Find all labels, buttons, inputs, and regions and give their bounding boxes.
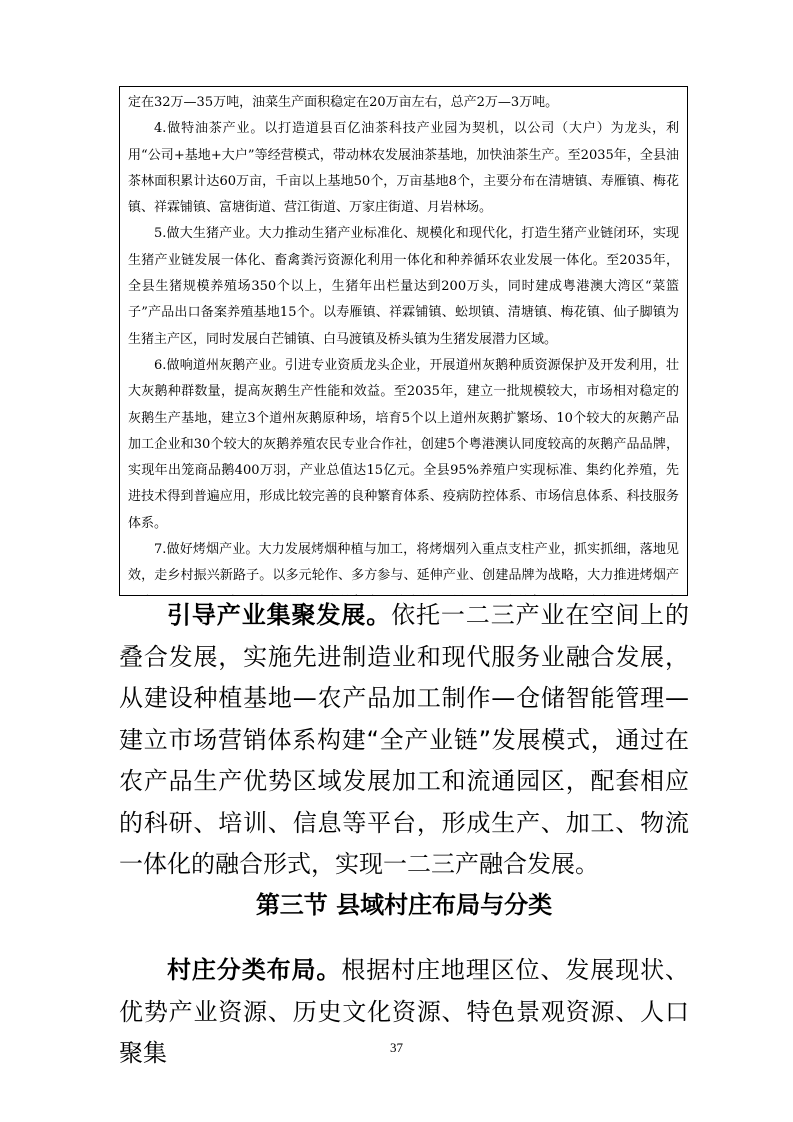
box-line-1: 定在32万—35万吨，油菜生产面积稳定在20万亩左右，总产2万—3万吨。	[128, 95, 559, 110]
box-item-oil-tea: 4.做特油茶产业。以打造道县百亿油茶科技产业园为契机，以公司（大户）为龙头，利用“公司+基地+大户”等经营模式，带动林农发展油茶基地，加快油茶生产。至2035年，全县油茶林面积累计达60万亩，千亩以上基地50个，万亩基地8个，主要分布在清塘镇、寿雁镇、梅花镇、祥霖铺镇、富塘街道、营江街道、万家庄街道、月岩林场。	[128, 121, 679, 216]
section-heading: 第三节 县域村庄布局与分类	[255, 891, 553, 919]
paragraph-lead: 村庄分类布局。	[167, 956, 342, 984]
box-item-tobacco: 7.做好烤烟产业。大力发展烤烟种植与加工，将烤烟列入重点支柱产业，抓实抓细，落地见效，走乡村振兴新路子。以多元轮作、多方参与、延伸产业、创建品牌为战略，大力推进烤烟产	[128, 542, 679, 584]
paragraph-text: 依托一二三产业在空间上的叠合发展，实施先进制造业和现代服务业融合发展，从建设种植基地—农产品加工制作—仓储智能管理—建立市场营销体系构建“全产业链”发展模式，通过在农产品生产优势区域发展加工和流通园区，配套相应的科研、培训、信息等平台，形成生产、加工、物流一体化的融合形式，实现一二三产融合发展。	[119, 601, 690, 878]
box-item-pig: 5.做大生猪产业。大力推动生猪产业标准化、规模化和现代化，打造生猪产业链闭环，实现生猪产业链发展一体化、畜禽粪污资源化利用一体化和种养循环农业发展一体化。至2035年，全县生猪规模养殖场350个以上，生猪年出栏量达到200万头，同时建成粤港澳大湾区“菜篮子”产品出口备案养殖基地15个。以寿雁镇、祥霖铺镇、蚣坝镇、清塘镇、梅花镇、仙子脚镇为生猪主产区，同时发展白芒铺镇、白马渡镇及桥头镇为生猪发展潜力区域。	[128, 226, 679, 347]
paragraph-text: 根据村庄地理区位、发展现状、优势产业资源、历史文化资源、特色景观资源、人口聚集	[119, 956, 690, 1067]
paragraph-industry-cluster	[119, 595, 689, 886]
text-box	[119, 86, 688, 596]
box-item-goose: 6.做响道州灰鹅产业。引进专业资质龙头企业，开展道州灰鹅种质资源保护及开发利用，壮大灰鹅种群数量，提高灰鹅生产性能和效益。至2035年，建立一批规模较大，市场相对稳定的灰鹅生产基地，建立3个道州灰鹅原种场，培育5个以上道州灰鹅扩繁场、10个较大的灰鹅产品加工企业和30个较大的灰鹅养殖农民专业合作社，创建5个粤港澳认同度较高的灰鹅产品品牌，实现年出笼商品鹅400万羽，产业总值达15亿元。全县95%养殖户实现标准、集约化养殖，先进技术得到普遍应用，形成比较完善的良种繁育体系、疫病防控体系、市场信息体系、科技服务体系。	[128, 357, 679, 531]
paragraph-lead: 引导产业集聚发展。	[167, 601, 392, 629]
page-number: 37	[390, 1040, 403, 1055]
